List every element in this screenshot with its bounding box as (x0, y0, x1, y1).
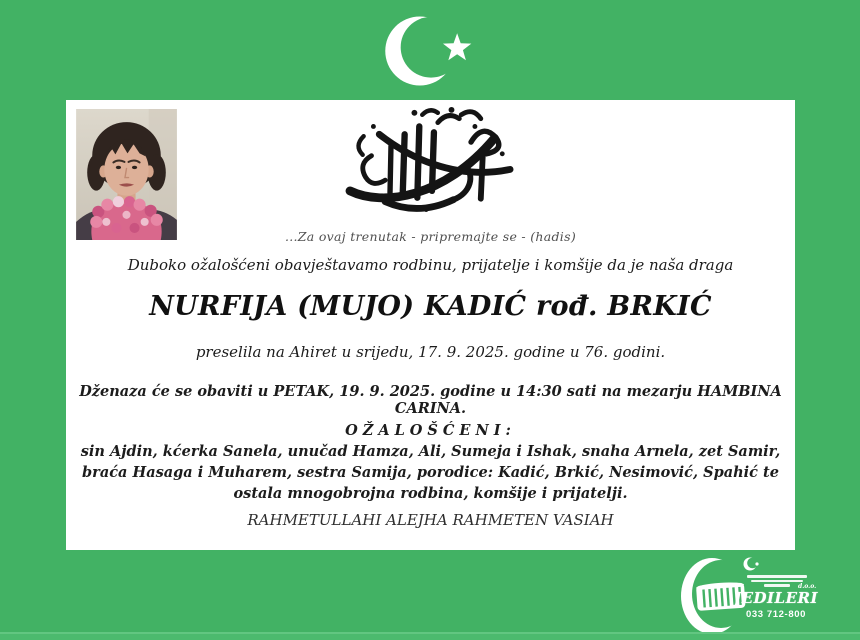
funeral-company-logo (674, 556, 820, 634)
hadis-quote: ...Za ovaj trenutak - pripremajte se - (hadis) (284, 229, 576, 244)
footer-strip (0, 632, 860, 640)
company-suffix: d.o.o. (798, 583, 817, 590)
company-phone: 033 712-800 (746, 609, 806, 620)
arabic-calligraphy-medallion (327, 105, 535, 227)
deceased-name: NURFIJA (MUJO) KADIĆ rođ. BRKIĆ (149, 291, 712, 322)
company-name: JEDILERI (733, 589, 819, 607)
deceased-photo (76, 109, 177, 240)
funeral-line: Dženaza će se obaviti u PETAK, 19. 9. 2025. godine u 14:30 sati na mezarju HAMBINA CARINA. (79, 383, 782, 417)
death-line: preselila na Ahiret u srijedu, 17. 9. 2025. godine u 76. godini. (195, 343, 666, 361)
notice-card (66, 100, 795, 550)
crescent-star-icon (383, 9, 479, 93)
mourners-heading: OŽALOŠĆENI: (345, 422, 516, 439)
closing-prayer: RAHMETULLAHI ALEJHA RAHMETEN VASIAH (247, 511, 614, 529)
mourners-list: sin Ajdin, kćerka Sanela, unučad Hamza, Ali, Sumeja i Ishak, snaha Arnela, zet Samir, braća Hasaga i Muharem, sestra Samija, porodice: Kadić, Brkić, Nesimović, Spahić te ostala mnogobrojna rodbina, komšije i prijatelji. (80, 443, 781, 502)
intro-line: Duboko ožalošćeni obavještavamo rodbinu, prijatelje i komšije da je naša draga (127, 256, 734, 274)
